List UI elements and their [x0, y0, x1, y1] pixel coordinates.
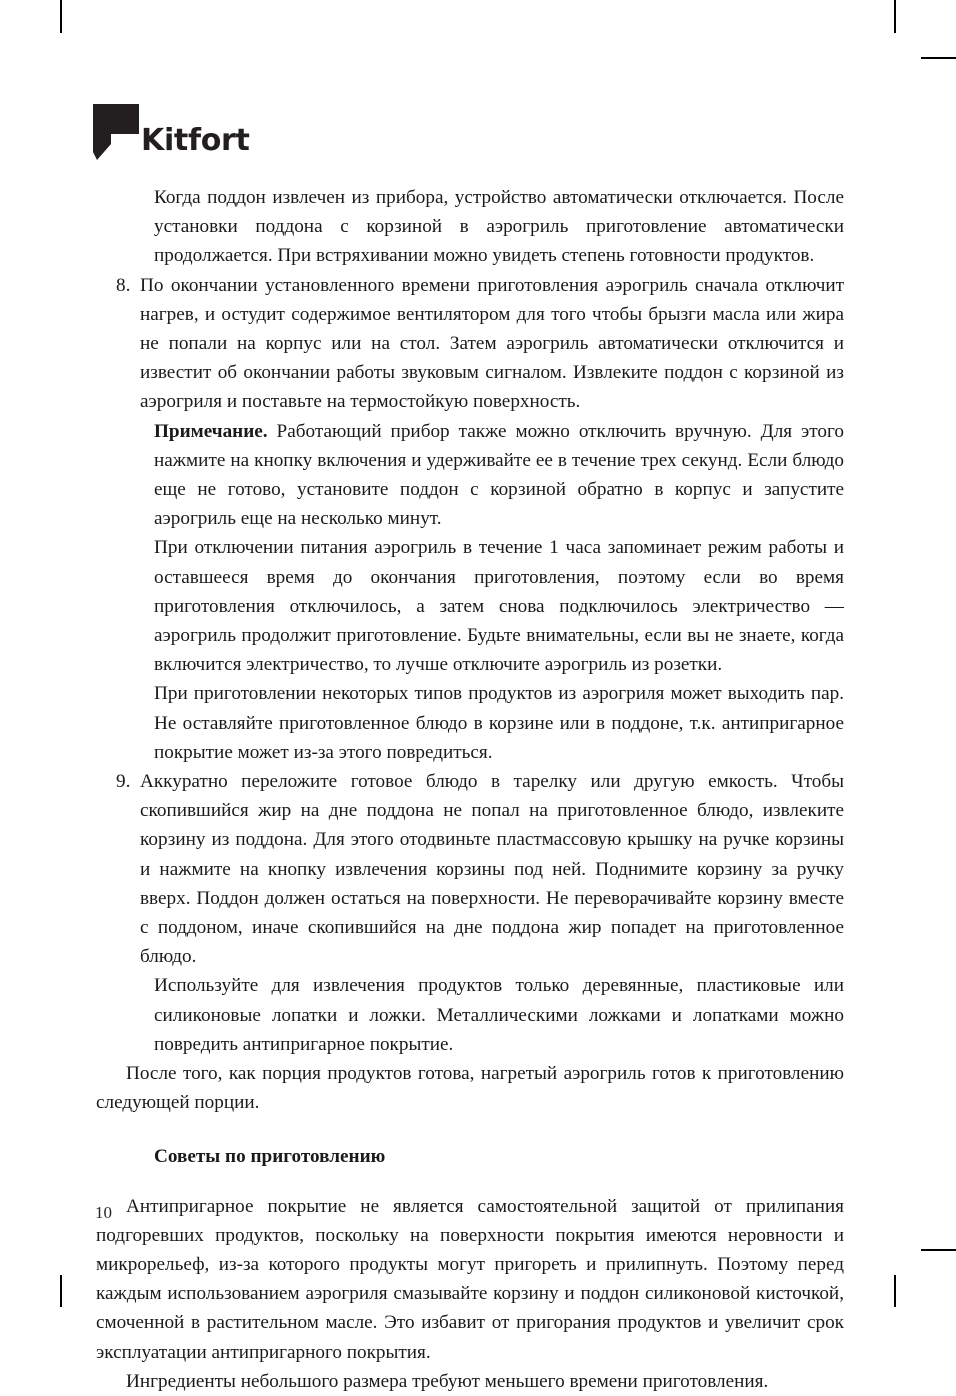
brand-wordmark: Kitfort	[141, 123, 250, 158]
crop-mark-top-right-vertical	[894, 0, 896, 33]
list-item-9-body	[140, 767, 844, 971]
list-item-8-paragraph: По окончании установленного времени приготовления аэрогриль сначала отключит нагрев, и остудит содержимое вентилятором для того чтобы брызги масла или жира не попали на корпус или на стол. Затем аэрогриль автоматически отключится и известит об окончании работы звуковым сигналом. Извлеките поддон с корзиной из аэрогриля и поставьте на термостойкую поверхность.	[140, 274, 844, 413]
item-8-extra-paragraph-1-block	[154, 533, 844, 679]
crop-mark-bottom-right-vertical	[894, 1275, 896, 1307]
brand-logo	[93, 104, 250, 160]
crop-mark-top-left	[60, 0, 62, 33]
list-item-8-number: 8.	[116, 274, 131, 296]
tips-paragraph-2: Ингредиенты небольшого размера требуют меньшего времени приготовления.	[126, 1370, 769, 1392]
item-8-extra-paragraph-2: При приготовлении некоторых типов продуктов из аэрогриля может выходить пар. Не оставляйте приготовленное блюдо в корзине или в поддоне, т.к. антипригарное покрытие может из-за этого повредиться.	[154, 683, 844, 763]
note-paragraph	[154, 417, 844, 534]
lead-paragraph-block	[154, 183, 844, 271]
item-8-extra-paragraph-2-block	[154, 679, 844, 767]
tips-paragraph-1: Антипригарное покрытие не является самостоятельной защитой от прилипания подгоревших продуктов, поскольку на поверхности покрытия имеются неровности и микрорельеф, из-за которого продукты могут пригореть и прилипнуть. Поэтому перед каждым использованием аэрогриля смазывайте корзину и поддон силиконовой кисточкой, смоченной в растительном масле. Это избавит от пригорания продуктов и увеличит срок эксплуатации антипригарного покрытия.	[96, 1195, 844, 1363]
note-text: Работающий прибор также можно отключить вручную. Для этого нажмите на кнопку включения и удерживайте ее в течение трех секунд. Если блюдо еще не готово, установите поддон с корзиной обратно в корпус и запустите аэрогриль еще на несколько минут.	[154, 420, 844, 530]
lead-paragraph: Когда поддон извлечен из прибора, устройство автоматически отключается. После установки поддона с корзиной в аэрогриль приготовление автоматически продолжается. При встряхивании можно увидеть степень готовности продуктов.	[154, 187, 844, 267]
item-8-extra-paragraph-1: При отключении питания аэрогриль в течение 1 часа запоминает режим работы и оставшееся время до окончания приготовления, поэтому если во время приготовления отключилось, а затем снова подключилось электричество — аэрогриль продолжит приготовление. Будьте внимательны, если вы не знаете, когда включится электричество, то лучше отключите аэрогриль из розетки.	[154, 537, 844, 676]
page-number: 10	[95, 1203, 112, 1222]
list-item-9-number: 9.	[116, 771, 131, 793]
kitfort-pennant-icon	[93, 104, 139, 160]
list-item-9-paragraph: Аккуратно переложите готовое блюдо в тарелку или другую емкость. Чтобы скопившийся жир на дне поддона не попал на приготовленное блюдо, извлеките корзину из поддона. Для этого отодвиньте пластмассовую крышку на ручке корзины и нажмите на кнопку извлечения корзины под ней. Поднимите корзину за ручку вверх. Поддон должен остаться на поверхности. Не переворачивайте корзину вместе с поддоном, иначе скопившийся на дне поддона жир попадет на приготовленное блюдо.	[140, 771, 844, 968]
section-heading-cooking-tips: Советы по приготовлению	[154, 1145, 386, 1167]
crop-mark-top-right-horizontal	[921, 57, 956, 59]
note-block-8	[154, 417, 844, 534]
item-9-extra-paragraph-1-block	[154, 971, 844, 1059]
note-label: Примечание.	[154, 420, 268, 442]
list-item-9	[96, 767, 844, 971]
item-9-extra-paragraph-1: Используйте для извлечения продуктов только деревянные, пластиковые или силиконовые лопатки и ложки. Металлическими ложками и лопатками можно повредить антипригарное покрытие.	[154, 975, 844, 1055]
crop-mark-bottom-right-horizontal	[921, 1249, 956, 1251]
list-item-8	[96, 271, 844, 417]
crop-mark-bottom-left	[60, 1275, 62, 1307]
list-item-8-body	[140, 271, 844, 417]
page-content	[96, 183, 844, 1396]
closing-paragraph: После того, как порция продуктов готова, нагретый аэрогриль готов к приготовлению следующей порции.	[96, 1063, 844, 1114]
